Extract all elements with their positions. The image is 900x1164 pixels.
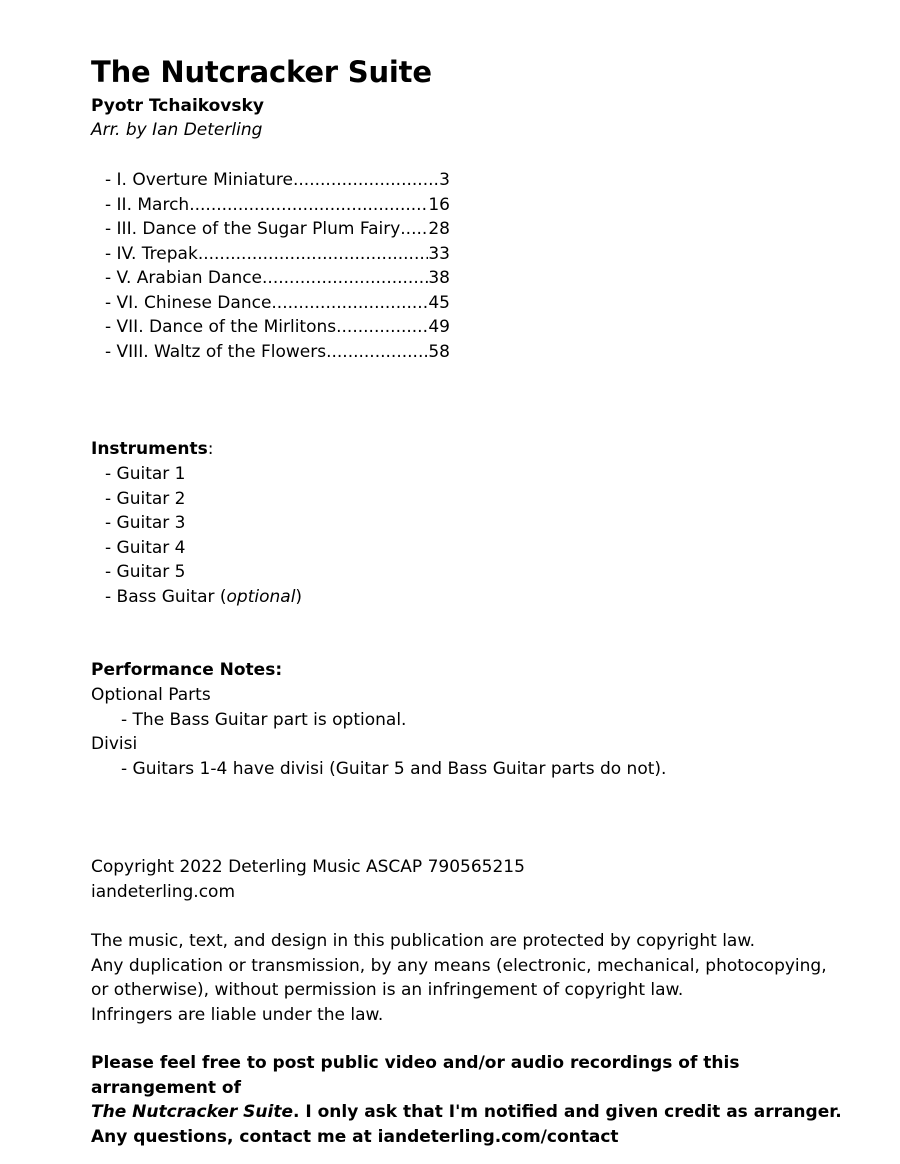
toc-entry-title: - I. Overture Miniature [105, 170, 293, 190]
toc-entry-title: - VI. Chinese Dance [105, 292, 272, 313]
toc-entry-trepak [105, 242, 450, 267]
optional-parts-heading: Optional Parts [91, 685, 211, 705]
toc-entry-mirlitons [105, 315, 450, 340]
divisi-heading: Divisi [91, 734, 138, 754]
legal-line: The music, text, and design in this publication are protected by copyright law. [91, 931, 756, 951]
toc-entry-march [105, 193, 450, 218]
performance-notes [91, 683, 666, 781]
recording-permission [91, 1051, 851, 1149]
legal-notice [91, 929, 831, 1027]
legal-line: Infringers are liable under the law. [91, 1004, 384, 1025]
toc-page-number: 16 [428, 194, 450, 215]
toc-page-number: 45 [428, 292, 450, 313]
instrument-item: - Guitar 2 [105, 488, 186, 509]
toc-entry-chinese-dance [105, 291, 450, 316]
website-line: iandeterling.com [91, 881, 236, 902]
bass-guitar-label: - Bass Guitar ( [105, 586, 227, 607]
work-title: The Nutcracker Suite [91, 1102, 293, 1122]
toc-entry-waltz-of-the-flowers [105, 340, 450, 365]
toc-dot-leader [271, 291, 428, 316]
copyright-line: Copyright 2022 Deterling Music ASCAP 790565215 [91, 857, 525, 877]
bass-guitar-close: ) [295, 586, 303, 607]
instrument-item: - Guitar 5 [105, 562, 186, 582]
instrument-item: - Guitar 1 [105, 464, 186, 484]
toc-entry-title: - III. Dance of the Sugar Plum Fairy [105, 219, 401, 239]
instrument-list [105, 462, 302, 609]
toc-dot-leader [336, 315, 428, 340]
instrument-item: - Guitar 4 [105, 537, 186, 558]
toc-entry-overture [105, 168, 450, 193]
performance-notes-heading [91, 658, 282, 683]
optional-marker: optional [226, 586, 296, 607]
instruments-heading-text: Instruments [91, 439, 208, 459]
arranger-credit: Arr. by Ian Deterling [91, 120, 263, 140]
instruments-heading [91, 437, 214, 462]
optional-parts-note: - The Bass Guitar part is optional. [121, 709, 407, 730]
performance-notes-heading-text: Performance Notes: [91, 660, 283, 680]
table-of-contents [105, 168, 450, 364]
toc-page-number: 28 [428, 219, 450, 239]
composer-name: Pyotr Tchaikovsky [91, 96, 264, 116]
instruments-heading-colon: : [207, 439, 214, 459]
instrument-item-bass-guitar [105, 585, 302, 610]
toc-entry-title: - V. Arabian Dance [105, 268, 263, 288]
toc-dot-leader [262, 266, 428, 291]
toc-page-number: 38 [428, 268, 450, 288]
toc-dot-leader [293, 168, 439, 193]
permission-request-line [91, 1100, 851, 1125]
toc-dot-leader [198, 242, 429, 267]
permission-intro: Please feel free to post public video and/or audio recordings of this arrangement of [91, 1053, 740, 1098]
toc-dot-leader [400, 217, 428, 242]
toc-page-number: 33 [428, 243, 450, 264]
legal-line: Any duplication or transmission, by any means (electronic, mechanical, photocopying, or otherwise), without permission is an infringement of copyright law. [91, 955, 827, 1000]
toc-entry-title: - VIII. Waltz of the Flowers [105, 341, 327, 362]
copyright-block [91, 855, 525, 904]
toc-entry-title: - IV. Trepak [105, 243, 198, 264]
toc-page-number: 3 [439, 170, 450, 190]
page-title: The Nutcracker Suite [91, 55, 432, 89]
toc-page-number: 58 [428, 341, 450, 362]
contact-line: Any questions, contact me at iandeterling.com/contact [91, 1126, 619, 1147]
instrument-item: - Guitar 3 [105, 513, 186, 533]
divisi-note: - Guitars 1-4 have divisi (Guitar 5 and Bass Guitar parts do not). [121, 758, 667, 779]
toc-entry-title: - VII. Dance of the Mirlitons [105, 317, 337, 337]
toc-page-number: 49 [428, 317, 450, 337]
toc-entry-sugar-plum-fairy [105, 217, 450, 242]
toc-entry-arabian-dance [105, 266, 450, 291]
toc-entry-title: - II. March [105, 194, 190, 215]
toc-dot-leader [189, 193, 428, 218]
toc-dot-leader [326, 340, 428, 365]
permission-request: . I only ask that I'm notified and given credit as arranger. [292, 1102, 842, 1122]
